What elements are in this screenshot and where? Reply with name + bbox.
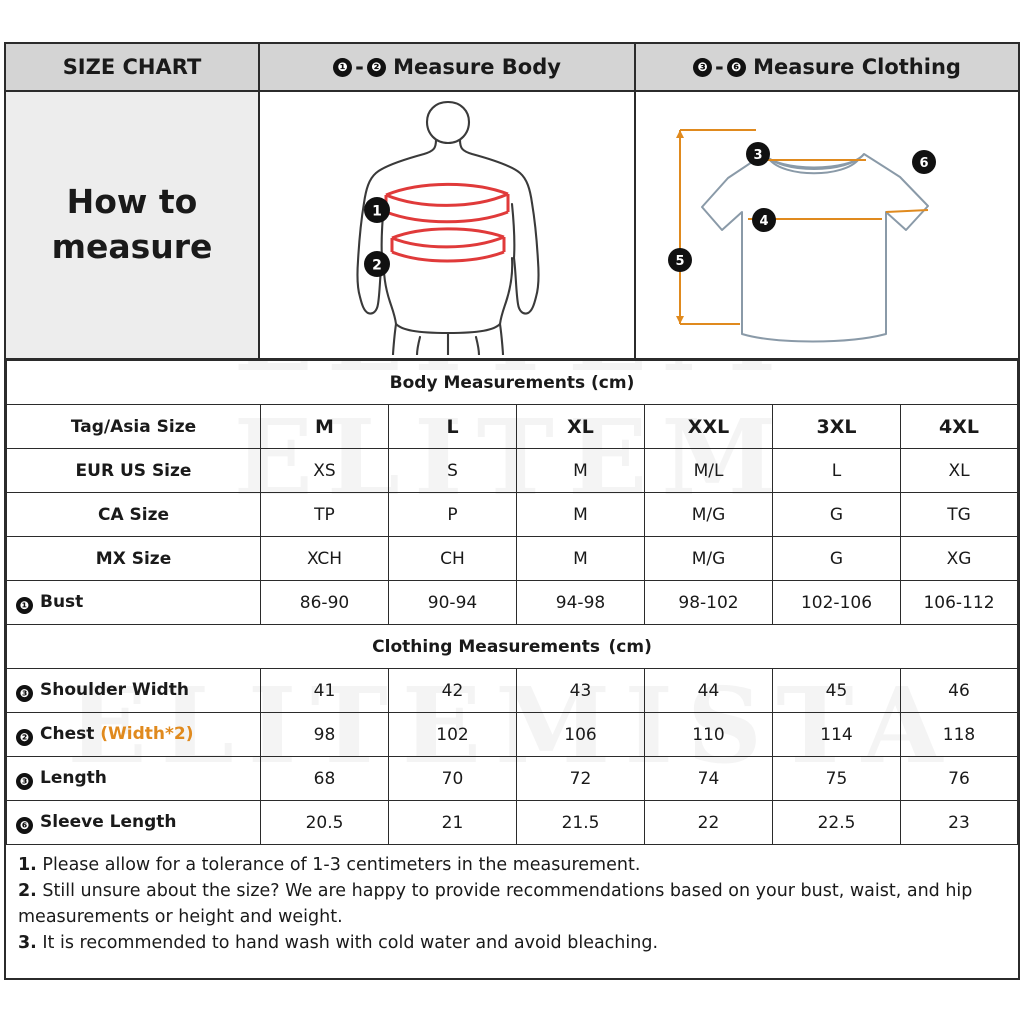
table-row — [7, 757, 1018, 801]
cell-value: 114 — [773, 713, 901, 757]
row-label-text: Shoulder Width — [40, 679, 189, 700]
note-2-number: 2. — [18, 881, 37, 902]
notes-section — [6, 845, 1018, 962]
row-label-chest — [7, 713, 261, 757]
table-row — [7, 581, 1018, 625]
cell-value: 98-102 — [645, 581, 773, 625]
badge-6-icon: ❻ — [727, 58, 746, 77]
cell-value: 76 — [901, 757, 1018, 801]
cell-value: XL — [517, 405, 645, 449]
row-label-text: Sleeve Length — [40, 811, 177, 832]
cell-value: 46 — [901, 669, 1018, 713]
measure-clothing-title — [636, 44, 1018, 90]
shirt-marker-6 — [912, 150, 936, 174]
body-marker-2 — [364, 251, 390, 277]
badge-5-icon: ❸ — [16, 773, 33, 790]
cell-value: 4XL — [901, 405, 1018, 449]
table-row — [7, 493, 1018, 537]
cell-value: M — [517, 449, 645, 493]
cell-value: 45 — [773, 669, 901, 713]
cell-value: 110 — [645, 713, 773, 757]
note-1 — [18, 853, 1006, 878]
badge-1-icon: ❶ — [16, 597, 33, 614]
measure-body-label: Measure Body — [393, 55, 561, 79]
cell-value: TP — [261, 493, 389, 537]
cell-value: CH — [389, 537, 517, 581]
cell-value: XXL — [645, 405, 773, 449]
header-dash: - — [355, 55, 364, 79]
shirt-marker-5 — [668, 248, 692, 272]
svg-text:6: 6 — [919, 156, 929, 171]
table-row — [7, 713, 1018, 757]
body-diagram-cell — [260, 92, 636, 358]
svg-text:5: 5 — [675, 254, 685, 269]
cell-value: M/L — [645, 449, 773, 493]
cell-value: 22 — [645, 801, 773, 845]
measure-body-title — [260, 44, 636, 90]
cell-value: 98 — [261, 713, 389, 757]
table-row — [7, 449, 1018, 493]
how-to-measure-cell — [6, 92, 260, 358]
cell-value: XG — [901, 537, 1018, 581]
clothing-section-row — [7, 625, 1018, 669]
table-row — [7, 405, 1018, 449]
svg-text:2: 2 — [372, 257, 382, 274]
cell-value: 70 — [389, 757, 517, 801]
cell-value: 75 — [773, 757, 901, 801]
shirt-marker-3 — [746, 142, 770, 166]
measurements-table — [6, 360, 1018, 845]
cell-value: 3XL — [773, 405, 901, 449]
badge-1-icon: ❶ — [333, 58, 352, 77]
note-2-text: Still unsure about the size? We are happy to provide recommendations based on your bust, waist, and hip measurements or height and weight. — [18, 881, 973, 927]
cell-value: 43 — [517, 669, 645, 713]
cell-value: M/G — [645, 493, 773, 537]
body-figure-icon — [260, 92, 636, 355]
cell-value: 90-94 — [389, 581, 517, 625]
cell-value: 44 — [645, 669, 773, 713]
table-row — [7, 669, 1018, 713]
chart-header-row — [6, 44, 1018, 92]
note-3-text: It is recommended to hand wash with cold water and avoid bleaching. — [36, 933, 659, 954]
table-row — [7, 801, 1018, 845]
note-2 — [18, 879, 1006, 930]
svg-text:4: 4 — [759, 214, 769, 229]
row-label-text: Chest — [40, 723, 95, 744]
badge-4-icon: ❷ — [16, 729, 33, 746]
cell-value: 118 — [901, 713, 1018, 757]
row-label-text: Bust — [40, 591, 84, 612]
cell-value: XS — [261, 449, 389, 493]
size-chart-container — [4, 42, 1020, 980]
row-label-sleeve-length — [7, 801, 261, 845]
row-label-text: Length — [40, 767, 107, 788]
cell-value: XL — [901, 449, 1018, 493]
cell-value: G — [773, 493, 901, 537]
cell-value: 106 — [517, 713, 645, 757]
size-chart-title: SIZE CHART — [6, 44, 260, 90]
cell-value: 21 — [389, 801, 517, 845]
cell-value: S — [389, 449, 517, 493]
row-label-eur-us-size: EUR US Size — [7, 449, 261, 493]
note-1-text: Please allow for a tolerance of 1-3 centimeters in the measurement. — [36, 855, 641, 875]
body-marker-1 — [364, 197, 390, 223]
svg-text:1: 1 — [372, 203, 382, 220]
how-to-line-1: How to — [66, 182, 198, 222]
cell-value: M/G — [645, 537, 773, 581]
how-to-line-2: measure — [51, 227, 213, 266]
row-label-shoulder-width — [7, 669, 261, 713]
table-row — [7, 537, 1018, 581]
cell-value: 42 — [389, 669, 517, 713]
header-dash-2: - — [715, 55, 724, 79]
svg-text:3: 3 — [753, 148, 763, 163]
cell-value: 21.5 — [517, 801, 645, 845]
note-1-number: 1. — [18, 855, 37, 875]
cell-value: 102 — [389, 713, 517, 757]
body-section-title: Body Measurements (cm) — [7, 361, 1018, 405]
tshirt-figure-icon — [636, 92, 1018, 355]
note-3 — [18, 931, 1006, 956]
how-to-measure-text — [52, 180, 213, 269]
cell-value: 22.5 — [773, 801, 901, 845]
cell-value: 106-112 — [901, 581, 1018, 625]
badge-3-icon: ❸ — [16, 685, 33, 702]
chest-width-note: (Width*2) — [100, 723, 194, 744]
cell-value: 102-106 — [773, 581, 901, 625]
cell-value: L — [389, 405, 517, 449]
cell-value: M — [517, 493, 645, 537]
cell-value: 23 — [901, 801, 1018, 845]
badge-3-icon: ❸ — [693, 58, 712, 77]
row-label-mx-size: MX Size — [7, 537, 261, 581]
cell-value: M — [517, 537, 645, 581]
row-label-bust — [7, 581, 261, 625]
cell-value: 86-90 — [261, 581, 389, 625]
note-3-number: 3. — [18, 933, 37, 954]
cell-value: 74 — [645, 757, 773, 801]
row-label-tag-asia-size: Tag/Asia Size — [7, 405, 261, 449]
cell-value: XCH — [261, 537, 389, 581]
cell-value: P — [389, 493, 517, 537]
cell-value: 94-98 — [517, 581, 645, 625]
badge-2-icon: ❷ — [367, 58, 386, 77]
shirt-diagram-cell — [636, 92, 1018, 358]
cell-value: L — [773, 449, 901, 493]
row-label-ca-size: CA Size — [7, 493, 261, 537]
cell-value: TG — [901, 493, 1018, 537]
illustration-row — [6, 92, 1018, 360]
cell-value: 72 — [517, 757, 645, 801]
body-section-row — [7, 361, 1018, 405]
badge-6-icon: ❻ — [16, 817, 33, 834]
measure-clothing-label: Measure Clothing — [753, 55, 961, 79]
row-label-length — [7, 757, 261, 801]
cell-value: 68 — [261, 757, 389, 801]
cell-value: M — [261, 405, 389, 449]
cell-value: 20.5 — [261, 801, 389, 845]
shirt-marker-4 — [752, 208, 776, 232]
cell-value: G — [773, 537, 901, 581]
cell-value: 41 — [261, 669, 389, 713]
clothing-section-title: Clothing Measurements (cm) — [7, 625, 1018, 669]
